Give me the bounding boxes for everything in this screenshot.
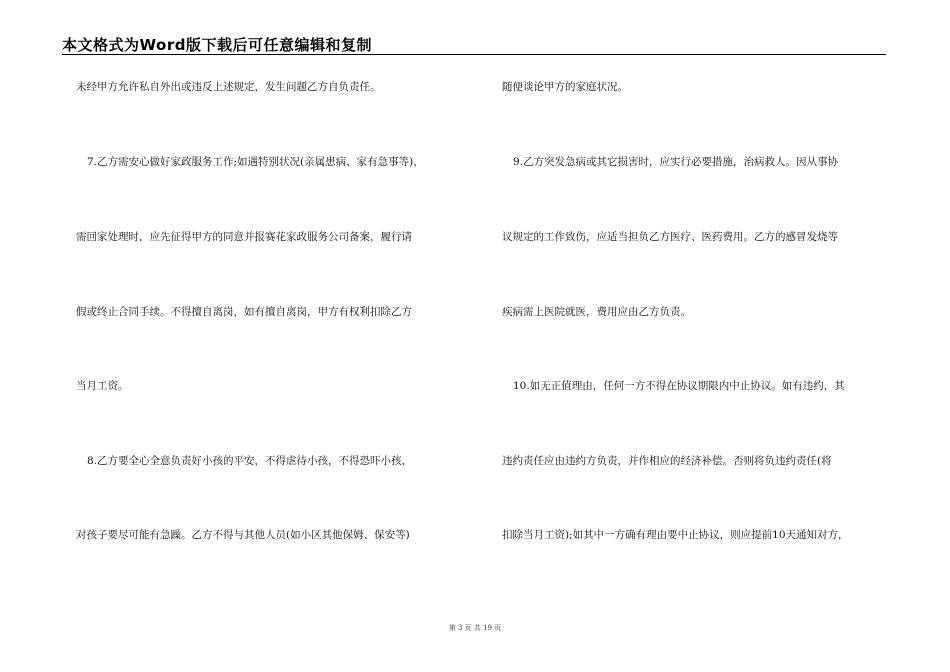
left-text-column — [76, 0, 490, 600]
text-line: 随便谈论甲方的家庭状况。 — [502, 81, 628, 93]
page-number-footer: 第 3 页 共 19 页 — [448, 624, 502, 632]
text-line: 当月工资。 — [76, 380, 129, 392]
document-header-title: 本文格式为Word版下载后可任意编辑和复制 — [62, 36, 372, 54]
text-line: 议规定的工作致伤，应适当担负乙方医疗、医药费用。乙方的感冒发烧等 — [502, 231, 838, 243]
right-text-column — [502, 0, 916, 600]
text-line: 违约责任应由违约方负责，并作相应的经济补偿。否则将负违约责任(将 — [502, 455, 832, 467]
text-line: 对孩子要尽可能有急躁。乙方不得与其他人员(如小区其他保姆、保安等) — [76, 529, 410, 541]
text-line: 10.如无正值理由，任何一方不得在协议期限内中止协议。如有违约，其 — [513, 380, 845, 392]
text-line: 需回家处理时，应先征得甲方的同意并报赛花家政服务公司备案，履行请 — [76, 231, 412, 243]
text-line: 8.乙方要全心全意负责好小孩的平安，不得虐待小孩，不得恐吓小孩， — [87, 455, 413, 467]
text-line: 疾病需上医院就医，费用应由乙方负责。 — [502, 306, 691, 318]
text-line: 9.乙方突发急病或其它损害时，应实行必要措施，治病救人。因从事协 — [513, 156, 839, 168]
text-line: 假或终止合同手续。不得擅自离岗，如有擅自离岗，甲方有权利扣除乙方 — [76, 306, 412, 318]
text-line: 扣除当月工资);如其中一方确有理由要中止协议，则应提前10天通知对方， — [502, 529, 849, 541]
text-line: 未经甲方允许私自外出或违反上述规定，发生问题乙方自负责任。 — [76, 81, 381, 93]
text-line: 7.乙方需安心做好家政服务工作;如遇特别状况(亲属患病、家有急事等)， — [87, 156, 424, 168]
